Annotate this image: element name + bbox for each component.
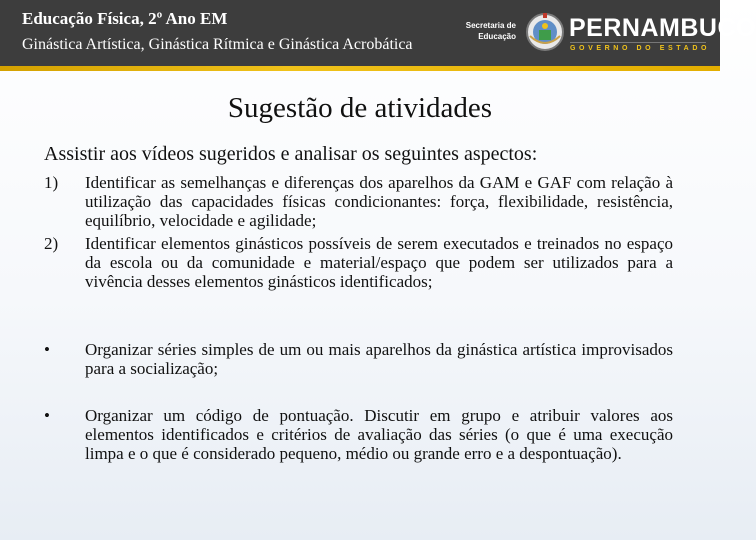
- item-text: Identificar as semelhanças e diferenças dos aparelhos da GAM e GAF com relação à utilização das capacidades físicas condicionantes: força, flexibilidade, resistência, equilíbrio, velocidade e agilidade;: [85, 173, 673, 230]
- item-marker: 2): [44, 234, 59, 253]
- government-logo: [452, 8, 756, 62]
- header-accent-stripe: [0, 66, 720, 71]
- intro-text: Assistir aos vídeos sugeridos e analisar os seguintes aspectos:: [44, 143, 538, 165]
- item-text: Identificar elementos ginásticos possíveis de serem executados e treinados no espaço da escola ou da comunidade e material/espaço que podem ser utilizados para a vivência desses elementos ginásticos identificados;: [85, 234, 673, 291]
- course-subtitle: Ginástica Artística, Ginástica Rítmica e Ginástica Acrobática: [22, 36, 413, 53]
- item-bullet: •: [44, 406, 50, 425]
- item-text: Organizar séries simples de um ou mais aparelhos da ginástica artística improvisados para a socialização;: [85, 340, 673, 378]
- brand-divider: [570, 42, 706, 43]
- secretaria-label: [454, 20, 516, 42]
- brand-name: PERNAMBUCO: [569, 14, 756, 42]
- item-bullet: •: [44, 340, 50, 359]
- item-marker: 1): [44, 173, 59, 192]
- header-bar: [0, 0, 756, 68]
- item-text: Organizar um código de pontuação. Discutir em grupo e atribuir valores aos elementos identificados e critérios de avaliação das séries (o que é uma execução limpa e o que é considerado pequeno, médio ou grande erro e a despontuação).: [85, 406, 673, 463]
- pernambuco-crest-icon: [524, 10, 566, 54]
- course-title: Educação Física, 2º Ano EM: [22, 9, 228, 28]
- secretaria-text: Secretaria de: [465, 21, 516, 30]
- slide-title: Sugestão de atividades: [227, 92, 493, 124]
- educacao-text: Educação: [478, 32, 516, 41]
- brand-subtitle: GOVERNO DO ESTADO: [570, 45, 711, 52]
